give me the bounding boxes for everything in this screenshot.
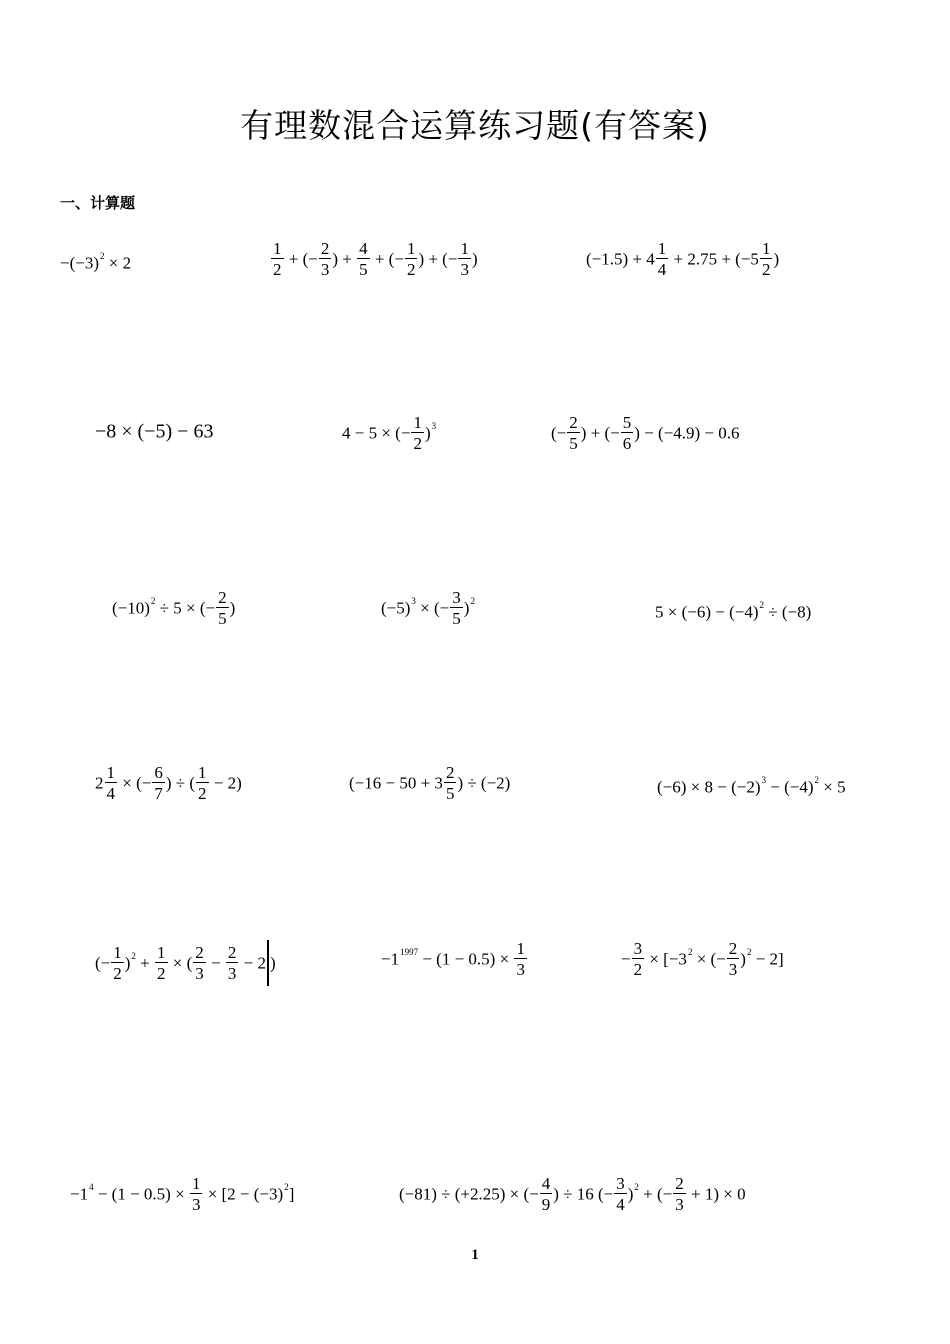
fraction bbox=[405, 240, 418, 278]
problem-8 bbox=[381, 589, 475, 627]
fraction-denominator: 5 bbox=[218, 609, 227, 628]
fraction-numerator: 2 bbox=[195, 943, 204, 962]
section-heading: 一、计算题 bbox=[60, 194, 136, 212]
math-text: ) bbox=[471, 249, 478, 269]
fraction-denominator: 2 bbox=[761, 260, 771, 279]
math-text: ) bbox=[424, 423, 431, 443]
math-text: ) bbox=[229, 598, 236, 618]
problem-2 bbox=[270, 240, 478, 278]
math-text: − (1 − 0.5) × bbox=[93, 1184, 189, 1204]
problem-16 bbox=[70, 1175, 294, 1213]
fraction-numerator: 2 bbox=[445, 763, 455, 782]
fraction bbox=[567, 414, 580, 452]
fraction bbox=[540, 1175, 553, 1213]
problem-6 bbox=[551, 414, 740, 452]
math-text: ) ÷ ( bbox=[165, 773, 195, 793]
fraction bbox=[193, 944, 206, 982]
math-text: (−10) bbox=[112, 598, 150, 618]
fraction bbox=[105, 764, 118, 802]
math-text: × [−3 bbox=[645, 949, 687, 969]
math-text: (− bbox=[551, 423, 567, 443]
math-text: 5 × (−6) − (−4) bbox=[655, 602, 759, 622]
exponent: 3 bbox=[761, 775, 766, 785]
exponent: 2 bbox=[131, 950, 136, 961]
fraction bbox=[357, 240, 370, 278]
math-text: (−6) × 8 − (−2) bbox=[657, 777, 761, 797]
exponent: 2 bbox=[814, 775, 819, 785]
problem-17 bbox=[399, 1175, 746, 1213]
math-text: −1 bbox=[70, 1184, 89, 1204]
problem-1 bbox=[60, 252, 131, 272]
math-text: × 2 bbox=[104, 253, 132, 273]
problem-11 bbox=[349, 764, 510, 802]
math-text: ÷ 5 × (− bbox=[155, 598, 216, 618]
fraction-numerator: 1 bbox=[157, 943, 166, 962]
fraction-denominator: 2 bbox=[113, 964, 122, 983]
fraction-numerator: 1 bbox=[516, 939, 525, 958]
page-number: 1 bbox=[471, 1247, 479, 1263]
exponent: 2 bbox=[634, 1181, 639, 1192]
fraction-numerator: 1 bbox=[198, 763, 207, 782]
math-text: (−1.5) + 4 bbox=[586, 249, 655, 269]
math-text: 2 bbox=[95, 773, 104, 793]
fraction-denominator: 2 bbox=[633, 960, 643, 979]
fraction bbox=[226, 944, 239, 982]
math-text: −8 × (−5) − 63 bbox=[95, 420, 214, 443]
problem-3 bbox=[586, 240, 779, 278]
fraction bbox=[216, 589, 229, 627]
fraction-denominator: 4 bbox=[657, 260, 667, 279]
fraction-denominator: 3 bbox=[195, 964, 204, 983]
problem-13 bbox=[95, 940, 276, 986]
exponent: 3 bbox=[431, 420, 437, 431]
fraction-numerator: 1 bbox=[657, 239, 667, 258]
fraction bbox=[152, 764, 165, 802]
math-text: ) ÷ 16 (− bbox=[553, 1184, 614, 1204]
math-text: × ( bbox=[168, 953, 193, 973]
problem-12 bbox=[657, 776, 846, 796]
math-text: ) bbox=[773, 249, 780, 269]
fraction-denominator: 2 bbox=[157, 964, 166, 983]
math-text: − 2 bbox=[239, 953, 266, 973]
math-text: × (− bbox=[692, 949, 726, 969]
fraction bbox=[614, 1175, 627, 1213]
math-text: − 2] bbox=[751, 949, 784, 969]
math-text: − (−4) bbox=[766, 777, 814, 797]
fraction-numerator: 3 bbox=[452, 588, 461, 607]
problem-10 bbox=[95, 764, 242, 802]
math-text: ÷ (−8) bbox=[764, 602, 812, 622]
math-text: + bbox=[135, 953, 155, 973]
math-text: − (1 − 0.5) × bbox=[418, 949, 514, 969]
fraction bbox=[458, 240, 471, 278]
exponent: 2 bbox=[100, 251, 105, 261]
math-text: ) ÷ (−2) bbox=[457, 773, 511, 793]
fraction-denominator: 3 bbox=[191, 1195, 201, 1214]
fraction bbox=[271, 240, 284, 278]
exponent: 2 bbox=[759, 600, 764, 610]
math-text: (−5) bbox=[381, 598, 411, 618]
fraction-denominator: 3 bbox=[320, 260, 330, 279]
math-text: − 2) bbox=[209, 773, 242, 793]
fraction-denominator: 3 bbox=[460, 260, 469, 279]
problem-14 bbox=[381, 940, 528, 978]
math-text: − bbox=[206, 953, 225, 973]
fraction-denominator: 4 bbox=[616, 1195, 625, 1214]
fraction-denominator: 5 bbox=[452, 609, 461, 628]
fraction-numerator: 6 bbox=[154, 763, 163, 782]
math-text: −(−3) bbox=[60, 253, 99, 273]
fraction-denominator: 2 bbox=[273, 260, 282, 279]
exponent: 1997 bbox=[400, 946, 419, 957]
fraction bbox=[450, 589, 463, 627]
math-text: ) + bbox=[332, 249, 357, 269]
fraction-numerator: 2 bbox=[569, 413, 578, 432]
fraction-numerator: 5 bbox=[622, 413, 632, 432]
fraction bbox=[196, 764, 209, 802]
fraction-numerator: 1 bbox=[460, 239, 469, 258]
fraction-denominator: 5 bbox=[359, 260, 368, 279]
math-text: 4 − 5 × (− bbox=[342, 423, 411, 443]
math-text: + (− bbox=[638, 1184, 673, 1204]
problem-15 bbox=[621, 940, 784, 978]
math-text: − bbox=[621, 949, 631, 969]
math-text: × (− bbox=[415, 598, 450, 618]
fraction-numerator: 2 bbox=[675, 1174, 684, 1193]
math-text: ] bbox=[288, 1184, 295, 1204]
fraction bbox=[190, 1175, 203, 1213]
math-text: ) bbox=[740, 949, 746, 969]
math-text: + 1) × 0 bbox=[686, 1184, 746, 1204]
fraction-numerator: 1 bbox=[273, 239, 282, 258]
fraction-numerator: 1 bbox=[106, 763, 115, 782]
fraction-denominator: 3 bbox=[227, 964, 237, 983]
fraction-denominator: 3 bbox=[728, 960, 738, 979]
fraction-numerator: 1 bbox=[406, 239, 416, 258]
exponent: 2 bbox=[687, 946, 693, 957]
math-text: ) + (− bbox=[580, 423, 620, 443]
math-text: + (− bbox=[370, 249, 404, 269]
fraction bbox=[727, 940, 740, 978]
text-cursor-bar bbox=[267, 940, 269, 986]
math-text: × 5 bbox=[819, 777, 846, 797]
fraction-numerator: 2 bbox=[218, 588, 227, 607]
exponent: 4 bbox=[89, 1181, 94, 1192]
exponent: 2 bbox=[746, 946, 752, 957]
fraction-denominator: 4 bbox=[106, 784, 115, 803]
fraction bbox=[444, 764, 457, 802]
fraction-numerator: 2 bbox=[320, 239, 330, 258]
fraction-denominator: 7 bbox=[154, 784, 163, 803]
fraction-numerator: 1 bbox=[761, 239, 771, 258]
math-text: ) bbox=[627, 1184, 634, 1204]
fraction-denominator: 5 bbox=[445, 784, 455, 803]
math-text: (− bbox=[95, 953, 111, 973]
math-text: × [2 − (−3) bbox=[203, 1184, 284, 1204]
math-text: ) + (− bbox=[418, 249, 458, 269]
fraction bbox=[632, 940, 645, 978]
fraction-numerator: 1 bbox=[191, 1174, 201, 1193]
fraction-denominator: 3 bbox=[675, 1195, 684, 1214]
fraction-denominator: 2 bbox=[198, 784, 207, 803]
math-text: (−16 − 50 + 3 bbox=[349, 773, 443, 793]
fraction-denominator: 6 bbox=[622, 434, 632, 453]
exponent: 3 bbox=[411, 595, 416, 606]
math-text: ) − (−4.9) − 0.6 bbox=[634, 423, 740, 443]
math-text: + 2.75 + (−5 bbox=[669, 249, 759, 269]
math-text: ) bbox=[124, 953, 131, 973]
math-text: × (− bbox=[118, 773, 152, 793]
fraction-numerator: 3 bbox=[633, 939, 643, 958]
fraction bbox=[514, 940, 527, 978]
math-text: −1 bbox=[381, 949, 400, 969]
problem-7 bbox=[112, 589, 235, 627]
exponent: 2 bbox=[284, 1181, 289, 1192]
math-text: (−81) ÷ (+2.25) × (− bbox=[399, 1184, 539, 1204]
page-title: 有理数混合运算练习题(有答案) bbox=[240, 106, 710, 145]
fraction-numerator: 3 bbox=[616, 1174, 625, 1193]
fraction-denominator: 3 bbox=[516, 960, 525, 979]
fraction-denominator: 2 bbox=[413, 434, 422, 453]
fraction-numerator: 2 bbox=[227, 943, 237, 962]
fraction bbox=[656, 240, 669, 278]
math-text: + (− bbox=[284, 249, 318, 269]
fraction-denominator: 9 bbox=[541, 1195, 551, 1214]
problem-5 bbox=[342, 414, 436, 452]
exponent: 2 bbox=[470, 595, 475, 606]
fraction bbox=[760, 240, 773, 278]
math-text: ) bbox=[463, 598, 470, 618]
problem-4 bbox=[95, 420, 213, 441]
fraction-numerator: 1 bbox=[413, 413, 422, 432]
fraction bbox=[155, 944, 168, 982]
fraction-numerator: 1 bbox=[113, 943, 122, 962]
fraction-numerator: 2 bbox=[728, 939, 738, 958]
fraction bbox=[411, 414, 424, 452]
fraction bbox=[111, 944, 124, 982]
math-text: ) bbox=[269, 953, 276, 973]
fraction bbox=[673, 1175, 686, 1213]
fraction-denominator: 5 bbox=[569, 434, 578, 453]
problem-9 bbox=[655, 601, 811, 621]
fraction bbox=[621, 414, 634, 452]
fraction-denominator: 2 bbox=[406, 260, 416, 279]
fraction-numerator: 4 bbox=[541, 1174, 551, 1193]
fraction bbox=[319, 240, 332, 278]
exponent: 2 bbox=[150, 595, 156, 606]
fraction-numerator: 4 bbox=[359, 239, 368, 258]
